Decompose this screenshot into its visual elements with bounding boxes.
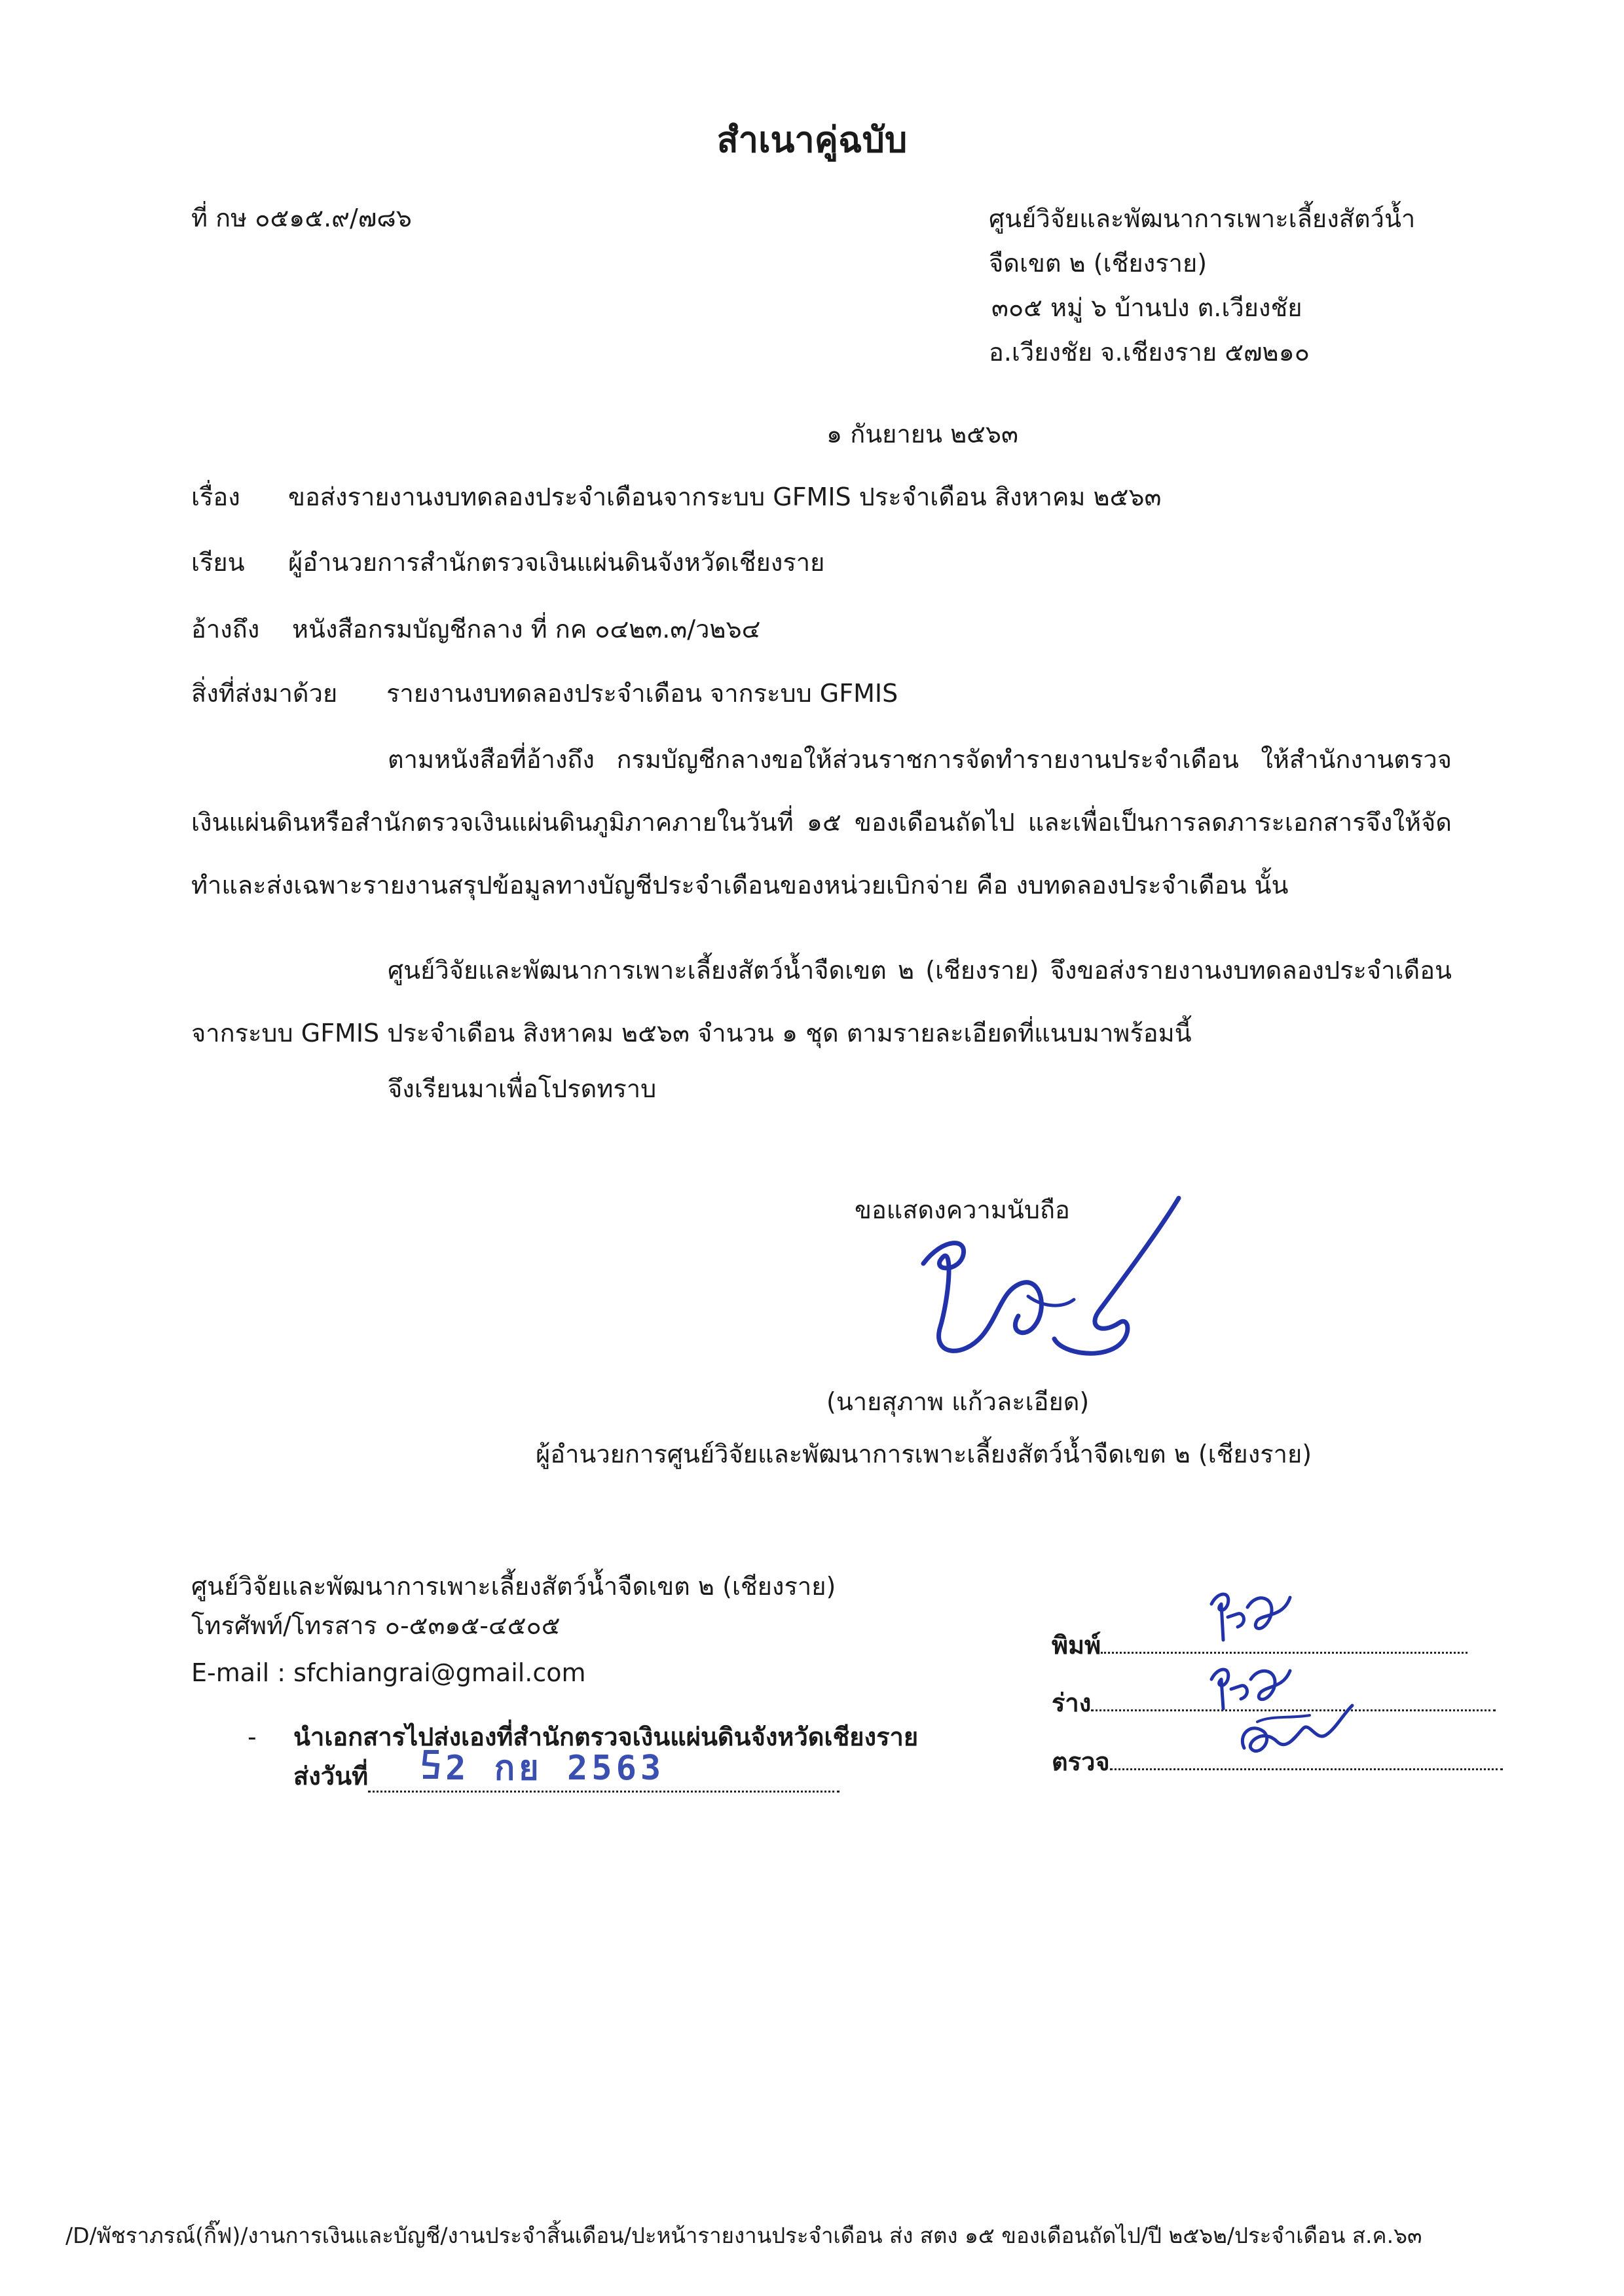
reference-text: หนังสือกรมบัญชีกลาง ที่ กค ๐๔๒๓.๓/ว๒๖๔ [292, 615, 761, 644]
paragraph-text: ศูนย์วิจัยและพัฒนาการเพาะเลี้ยงสัตว์น้ำจืดเขต ๒ (เชียงราย) จึงขอส่งรายงานงบทดลองประจำเดือนจากระบบ GFMIS ประจำเดือน สิงหาคม ๒๕๖๓ จำนวน ๑ ชุด ตามรายละเอียดที่แนบมาพร้อมนี้ [191, 956, 1452, 1048]
delivery-date-stamp: 2 กย 2563 [445, 1748, 665, 1788]
address-line: จืดเขต ๒ (เชียงราย) [989, 249, 1208, 278]
delivery-date-label: ส่งวันที่ [293, 1762, 369, 1791]
signature [904, 1185, 1192, 1375]
subject-text: ขอส่งรายงานงบทดลองประจำเดือนจากระบบ GFMIS ประจำเดือน สิงหาคม ๒๕๖๓ [288, 483, 1162, 511]
to-label: เรียน [191, 548, 245, 577]
enclosure-label: สิ่งที่ส่งมาด้วย [191, 679, 338, 708]
sender-address [989, 196, 1415, 374]
address-line: ศูนย์วิจัยและพัฒนาการเพาะเลี้ยงสัตว์น้ำ [989, 204, 1416, 233]
signer-name: (นายสุภาพ แก้วละเอียด) [826, 1387, 1090, 1416]
draft-label: ร่าง [1052, 1688, 1092, 1717]
reference-label: อ้างถึง [191, 615, 260, 644]
paragraph-text: ตามหนังสือที่อ้างถึง กรมบัญชีกลางขอให้ส่วนราชการจัดทำรายงานประจำเดือน ให้สำนักงานตรวจเงินแผ่นดินหรือสำนักตรวจเงินแผ่นดินภูมิภาคภายในวันที่ ๑๕ ของเดือนถัดไป และเพื่อเป็นการลดภาระเอกสารจึงให้จัดทำและส่งเฉพาะรายงานสรุปข้อมูลทางบัญชีประจำเดือนของหน่วยเบิกจ่าย คือ งบทดลองประจำเดือน นั้น [191, 745, 1452, 900]
reference-number: ที่ กษ ๐๕๑๕.๙/๗๘๖ [191, 204, 412, 232]
delivery-dash: - [248, 1722, 257, 1751]
signer-title: ผู้อำนวยการศูนย์วิจัยและพัฒนาการเพาะเลี้ยงสัตว์น้ำจืดเขต ๒ (เชียงราย) [536, 1440, 1312, 1468]
typed-initials [1198, 1578, 1310, 1650]
typed-label: พิมพ์ [1052, 1631, 1101, 1660]
enclosure-text: รายงานงบทดลองประจำเดือน จากระบบ GFMIS [386, 679, 898, 708]
delivery-date-row [293, 1748, 840, 1793]
stamp-mark-icon [419, 1748, 445, 1781]
document-date: ๑ กันยายน ๒๕๖๓ [826, 420, 1019, 448]
body-paragraph-1 [191, 728, 1452, 917]
footer-organization: ศูนย์วิจัยและพัฒนาการเพาะเลี้ยงสัตว์น้ำจืดเขต ๒ (เชียงราย) [191, 1572, 836, 1601]
address-line: ๓๐๕ หมู่ ๖ บ้านปง ต.เวียงชัย [991, 293, 1302, 322]
address-line: อ.เวียงชัย จ.เชียงราย ๕๗๒๑๐ [989, 338, 1310, 367]
to-text: ผู้อำนวยการสำนักตรวจเงินแผ่นดินจังหวัดเชียงราย [288, 548, 825, 577]
file-path: /D/พัชราภรณ์(กิ๊ฟ)/งานการเงินและบัญชี/งานประจำสิ้นเดือน/ปะหน้ารายงานประจำเดือน ส่ง สตง ๑๕ ของเดือนถัดไป/ปี ๒๕๖๒/ประจำเดือน ส.ค.๖๓ [65, 2223, 1422, 2248]
document-title: สำเนาคู่ฉบับ [716, 119, 908, 160]
check-label: ตรวจ [1052, 1747, 1110, 1776]
closing-paragraph: จึงเรียนมาเพื่อโปรดทราบ [388, 1074, 657, 1103]
subject-label: เรื่อง [191, 483, 240, 511]
complimentary-close: ขอแสดงความนับถือ [855, 1195, 1070, 1224]
check-initials [1231, 1696, 1362, 1768]
footer-email: E-mail : sfchiangrai@gmail.com [191, 1658, 586, 1687]
delivery-note: นำเอกสารไปส่งเองที่สำนักตรวจเงินแผ่นดินจังหวัดเชียงราย [293, 1722, 919, 1751]
body-paragraph-2 [191, 939, 1452, 1065]
footer-phone: โทรศัพท์/โทรสาร ๐-๕๓๑๕-๔๕๐๕ [191, 1611, 561, 1640]
